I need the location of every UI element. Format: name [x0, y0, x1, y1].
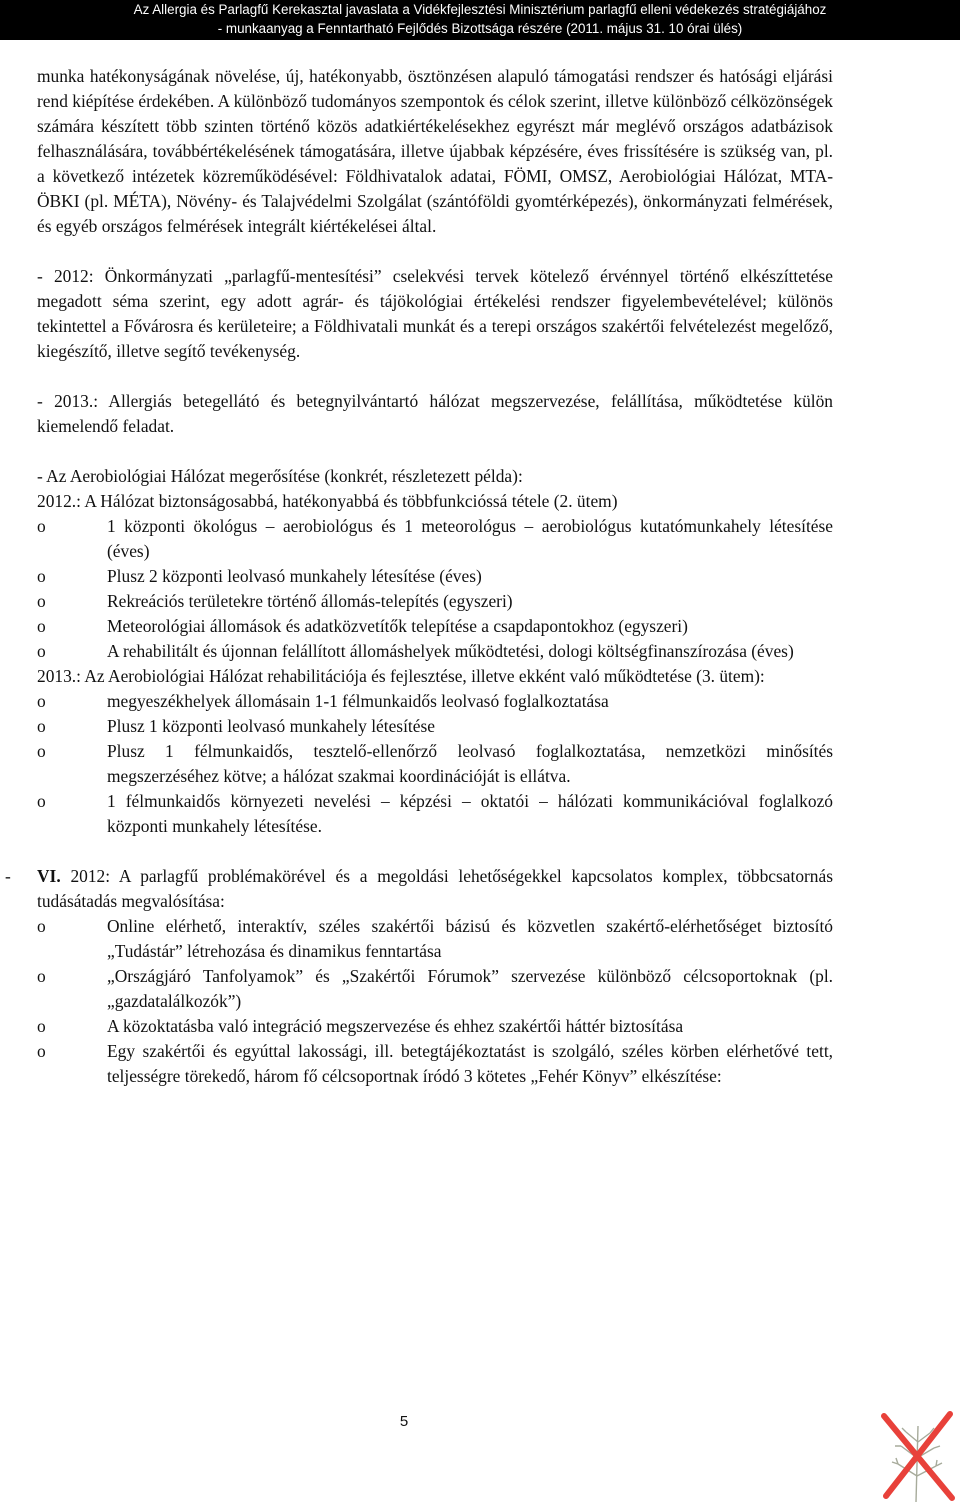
- paragraph-2013-stage: 2013.: Az Aerobiológiai Hálózat rehabilitációja és fejlesztése, illetve ekként való működtetése (3. ütem):: [37, 666, 765, 686]
- list-2012: [37, 514, 833, 664]
- list-item: [37, 1014, 833, 1039]
- header-line-1: Az Allergia és Parlagfű Kerekasztal javaslata a Vidékfejlesztési Minisztérium parlagfű elleni védekezés stratégiájához: [133, 2, 827, 17]
- list-item-text: 1 félmunkaidős környezeti nevelési – képzési – oktatói – hálózati kommunikációval foglalkozó központi munkahely létesítése.: [107, 791, 833, 836]
- list-item-text: Rekreációs területekre történő állomás-telepítés (egyszeri): [107, 591, 513, 611]
- paragraph-2012-stage: 2012.: A Hálózat biztonságosabbá, hatékonyabbá és többfunkcióssá tétele (2. ütem): [37, 491, 618, 511]
- list-section-vi: [37, 914, 833, 1089]
- list-item-text: A közoktatásba való integráció megszervezése és ehhez szakértői háttér biztosítása: [107, 1016, 684, 1036]
- section-vi-intro: [37, 864, 833, 914]
- ragweed-crossed-logo-icon: [876, 1406, 958, 1504]
- list-item: [37, 1039, 833, 1089]
- bullet: o: [37, 516, 46, 536]
- bullet: o: [37, 591, 46, 611]
- page-body: [5, 64, 833, 1089]
- list-item-text: Plusz 1 központi leolvasó munkahely létesítése: [107, 716, 435, 736]
- bullet: o: [37, 741, 46, 761]
- bullet: o: [37, 791, 46, 811]
- list-item: [37, 589, 833, 614]
- bullet: o: [37, 616, 46, 636]
- page-number: 5: [399, 1413, 409, 1430]
- list-item-text: Meteorológiai állomások és adatközvetítők telepítése a csapdapontokhoz (egyszeri): [107, 616, 688, 636]
- list-item-text: „Országjáró Tanfolyamok” és „Szakértői Fórumok” szervezése különböző célcsoportoknak (pl. „gazdatalálkozók”): [107, 966, 833, 1011]
- list-item-text: A rehabilitált és újonnan felállított állomáshelyek működtetési, dologi költségfinanszírozása (éves): [107, 641, 794, 661]
- list-item-text: Egy szakértői és egyúttal lakossági, ill. betegtájékoztatást is szolgáló, széles körben elérhetővé tett, teljességre törekedő, három fő célcsoportnak íródó 3 kötetes „Fehér Könyv” elkészítése:: [107, 1041, 833, 1086]
- list-item: [37, 689, 833, 714]
- list-item: [37, 914, 833, 964]
- list-item-text: 1 központi ökológus – aerobiológus és 1 meteorológus – aerobiológus kutatómunkahely létesítése (éves): [107, 516, 833, 561]
- list-item: [37, 739, 833, 789]
- bullet: o: [37, 716, 46, 736]
- list-item: [37, 789, 833, 839]
- paragraph-data-evaluation: munka hatékonyságának növelése, új, hatékonyabb, ösztönzésen alapuló támogatási rendszer és hatósági eljárási rend kiépítése érdekében. A különböző tudományos szempontok és célok szerint, illetve különböző célközönségek számára készített több szinten történő közös adatkiértékelésekhez egyrészt már meglévő országos adatbázisok felhasználására, továbbértékelésének támogatására, illetve újabbak képzésére, éves frissítésére is szükség van, pl. a következő intézetek közreműködésével: Földhivatalok adatai, FÖMI, OMSZ, Aerobiológiai Hálózat, MTA-ÖBKI (pl. MÉTA), Növény- és Talajvédelmi Szolgálat (szántóföldi gyomtérképezés), önkormányzati felmérések, és egyéb országos felmérések integrált kiértékelései által.: [37, 66, 833, 236]
- bullet: o: [37, 691, 46, 711]
- section-label: VI.: [37, 866, 61, 886]
- paragraph-2013-allergy-network: - 2013.: Allergiás betegellátó és betegnyilvántartó hálózat megszervezése, felállítása, működtetése külön kiemelendő feladat.: [37, 391, 833, 436]
- list-item: [37, 564, 833, 589]
- list-item: [37, 714, 833, 739]
- bullet: o: [37, 1016, 46, 1036]
- list-item-text: Plusz 2 központi leolvasó munkahely létesítése (éves): [107, 566, 482, 586]
- section-vi-text: 2012: A parlagfű problémakörével és a megoldási lehetőségekkel kapcsolatos komplex, többcsatornás tudásátadás megvalósítása:: [37, 866, 833, 911]
- list-item: [37, 514, 833, 564]
- paragraph-aerobiology-heading: - Az Aerobiológiai Hálózat megerősítése (konkrét, részletezett példa):: [37, 466, 523, 486]
- section-vi: [5, 864, 833, 914]
- bullet: o: [37, 566, 46, 586]
- document-header: [0, 0, 960, 40]
- header-line-2: - munkaanyag a Fenntartható Fejlődés Bizottsága részére (2011. május 31. 10 órai ülés): [217, 21, 743, 36]
- list-item: [37, 964, 833, 1014]
- list-item: [37, 614, 833, 639]
- bullet: o: [37, 966, 46, 986]
- list-item-text: Online elérhető, interaktív, széles szakértői bázisú és közvetlen szakértő-elérhetőséget biztosító „Tudástár” létrehozása és dinamikus fenntartása: [107, 916, 833, 961]
- bullet: o: [37, 916, 46, 936]
- bullet: o: [37, 641, 46, 661]
- bullet: o: [37, 1041, 46, 1061]
- list-item-text: Plusz 1 félmunkaidős, tesztelő-ellenőrző leolvasó foglalkoztatása, nemzetközi minősítés megszerzéséhez kötve; a hálózat szakmai koordinációját is ellátva.: [107, 741, 833, 786]
- section-dash: -: [5, 866, 11, 886]
- list-item: [37, 639, 833, 664]
- list-item-text: megyeszékhelyek állomásain 1-1 félmunkaidős leolvasó foglalkoztatása: [107, 691, 609, 711]
- list-2013: [37, 689, 833, 839]
- paragraph-2012-action-plans: - 2012: Önkormányzati „parlagfű-mentesítési” cselekvési tervek kötelező érvénnyel történő elkészíttetése megadott séma szerint, egy adott agrár- és tájökológiai értékelési rendszer figyelembevételével; különös tekintettel a Fővárosra és kerületeire; a Földhivatali munkát és a terepi országos szakértői felvételezést megelőző, kiegészítő, illetve segítő tevékenység.: [37, 266, 833, 361]
